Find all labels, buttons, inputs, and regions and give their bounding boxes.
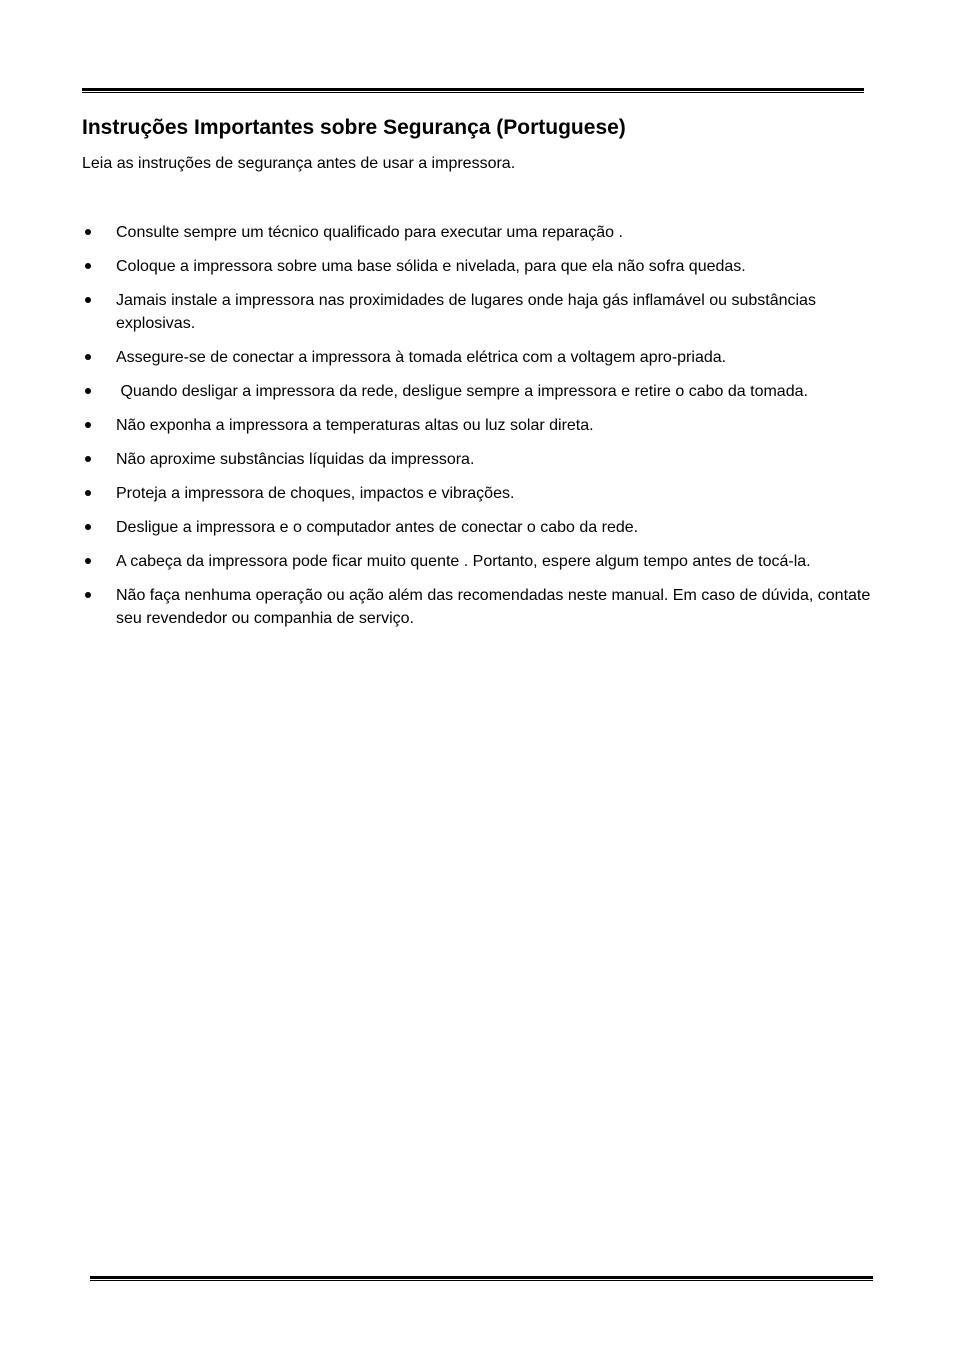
list-item xyxy=(82,584,872,630)
bullet-icon xyxy=(85,388,91,394)
list-item-text: Coloque a impressora sobre uma base sólida e nivelada, para que ela não sofra quedas. xyxy=(116,258,746,275)
list-item-text: Desligue a impressora e o computador antes de conectar o cabo da rede. xyxy=(116,519,639,536)
list-item xyxy=(82,482,872,505)
page-title: Instruções Importantes sobre Segurança (Portuguese) xyxy=(82,116,626,139)
list-item xyxy=(82,221,872,244)
bullet-icon xyxy=(85,592,91,598)
bullet-icon xyxy=(85,490,91,496)
list-item-text: Não exponha a impressora a temperaturas altas ou luz solar direta. xyxy=(116,417,594,434)
list-item-text: Assegure-se de conectar a impressora à tomada elétrica com a voltagem apro-priada. xyxy=(116,349,727,366)
bullet-icon xyxy=(85,354,91,360)
list-item-text: Proteja a impressora de choques, impactos e vibrações. xyxy=(116,485,515,502)
list-item-text: Não aproxime substâncias líquidas da impressora. xyxy=(116,451,475,468)
bullet-icon xyxy=(85,456,91,462)
bullet-icon xyxy=(85,297,91,303)
list-item xyxy=(82,346,872,369)
bullet-icon xyxy=(85,524,91,530)
safety-list xyxy=(82,221,872,641)
list-item-text: Jamais instale a impressora nas proximidades de lugares onde haja gás inflamável ou substâncias explosivas. xyxy=(116,292,816,332)
list-item xyxy=(82,550,872,573)
bullet-icon xyxy=(85,422,91,428)
intro-text: Leia as instruções de segurança antes de usar a impressora. xyxy=(82,155,516,172)
bullet-icon xyxy=(85,229,91,235)
list-item xyxy=(82,448,872,471)
list-item-text: A cabeça da impressora pode ficar muito quente . Portanto, espere algum tempo antes de tocá-la. xyxy=(116,553,811,570)
list-item xyxy=(82,380,872,403)
list-item-text: Quando desligar a impressora da rede, desligue sempre a impressora e retire o cabo da tomada. xyxy=(116,383,808,400)
list-item xyxy=(82,289,872,335)
bullet-icon xyxy=(85,558,91,564)
bullet-icon xyxy=(85,263,91,269)
list-item xyxy=(82,255,872,278)
list-item-text: Não faça nenhuma operação ou ação além das recomendadas neste manual. Em caso de dúvida, contate seu revendedor ou companhia de serviço. xyxy=(116,587,871,627)
list-item-text: Consulte sempre um técnico qualificado para executar uma reparação . xyxy=(116,224,623,241)
list-item xyxy=(82,516,872,539)
list-item xyxy=(82,414,872,437)
